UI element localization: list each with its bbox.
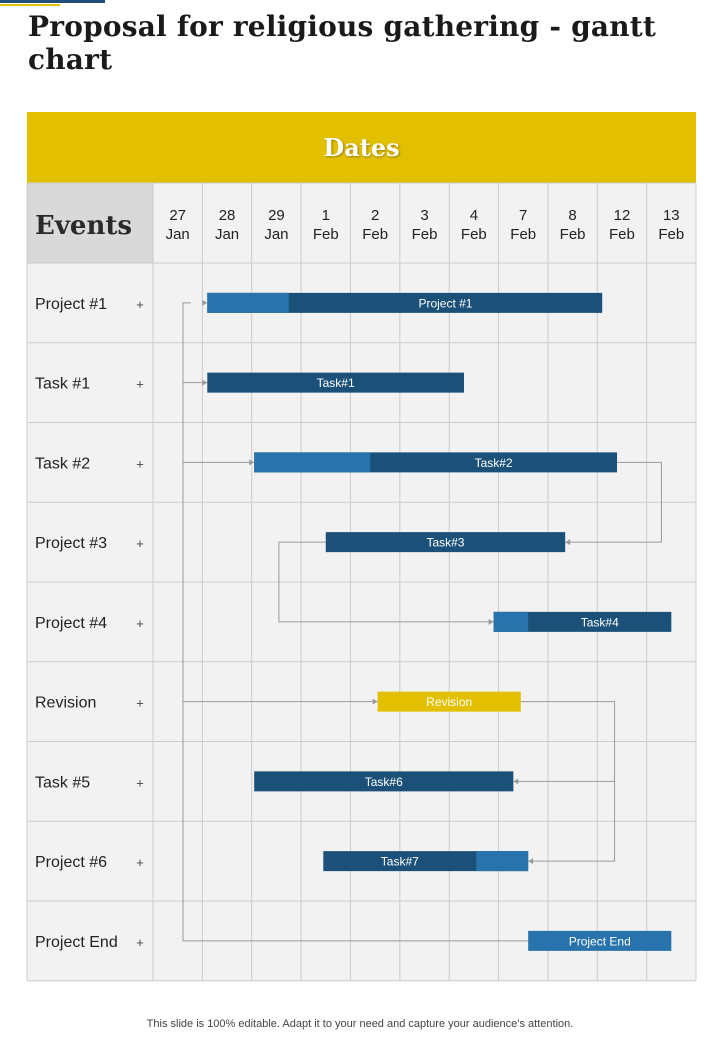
events-header-label: Events [35,211,133,241]
date-day-label: 13 [662,207,680,224]
gantt-bar-label: Task#3 [426,535,465,550]
date-month-label: Feb [460,226,487,243]
footer-note: This slide is 100% editable. Adapt it to your need and capture your audience’s attention. [146,1018,574,1030]
gantt-bar-progress [476,851,528,871]
gantt-bar-label: Project #1 [418,296,473,311]
event-row-label: Task #5 [35,774,91,792]
gantt-bar-label: Task#1 [316,376,355,391]
gantt-bar-progress [207,293,288,313]
event-row-label: Task #2 [35,455,91,473]
expand-plus-icon: + [136,615,144,631]
event-row-label: Project #3 [35,535,108,553]
date-month-label: Feb [312,226,339,243]
page-title: Proposal for religious gathering - gantt chart [28,10,657,76]
date-day-label: 4 [469,207,479,224]
date-day-label: 28 [218,207,236,224]
gantt-bar-label: Project End [568,934,631,949]
dates-header-label: Dates [323,133,400,162]
expand-plus-icon: + [136,296,144,312]
event-row-label: Task #1 [35,375,91,393]
gantt-bar-progress [254,452,370,472]
expand-plus-icon: + [136,695,144,711]
date-day-label: 8 [568,207,577,224]
gantt-bar-label: Task#4 [580,615,619,630]
expand-plus-icon: + [136,775,144,791]
date-month-label: Feb [411,226,438,243]
expand-plus-icon: + [136,934,144,950]
gantt-bar-progress [494,612,529,632]
date-day-label: 29 [268,207,285,224]
expand-plus-icon: + [136,855,144,871]
event-row-label: Project #1 [35,295,108,313]
date-month-label: Jan [264,226,289,243]
expand-plus-icon: + [136,376,144,392]
date-month-label: Feb [510,226,537,243]
date-day-label: 3 [420,207,429,224]
date-month-label: Feb [658,226,685,243]
date-day-label: 1 [321,207,330,224]
gantt-bar-label: Task#7 [380,854,419,869]
date-day-label: 27 [169,207,187,224]
date-day-label: 12 [613,207,631,224]
gantt-bar-label: Task#2 [474,455,513,470]
event-row-label: Project End [35,933,118,951]
gantt-bar-label: Revision [426,695,473,710]
date-month-label: Feb [362,226,389,243]
event-row-label: Project #4 [35,614,108,632]
event-row-label: Project #6 [35,854,108,872]
expand-plus-icon: + [136,536,144,552]
date-month-label: Jan [165,226,190,243]
date-day-label: 7 [519,207,528,224]
date-month-label: Feb [559,226,586,243]
event-row-label: Revision [35,694,97,712]
expand-plus-icon: + [136,456,144,472]
date-month-label: Jan [214,226,240,243]
gantt-bar-label: Task#6 [364,774,403,789]
date-month-label: Feb [609,226,635,243]
date-day-label: 2 [370,207,380,224]
